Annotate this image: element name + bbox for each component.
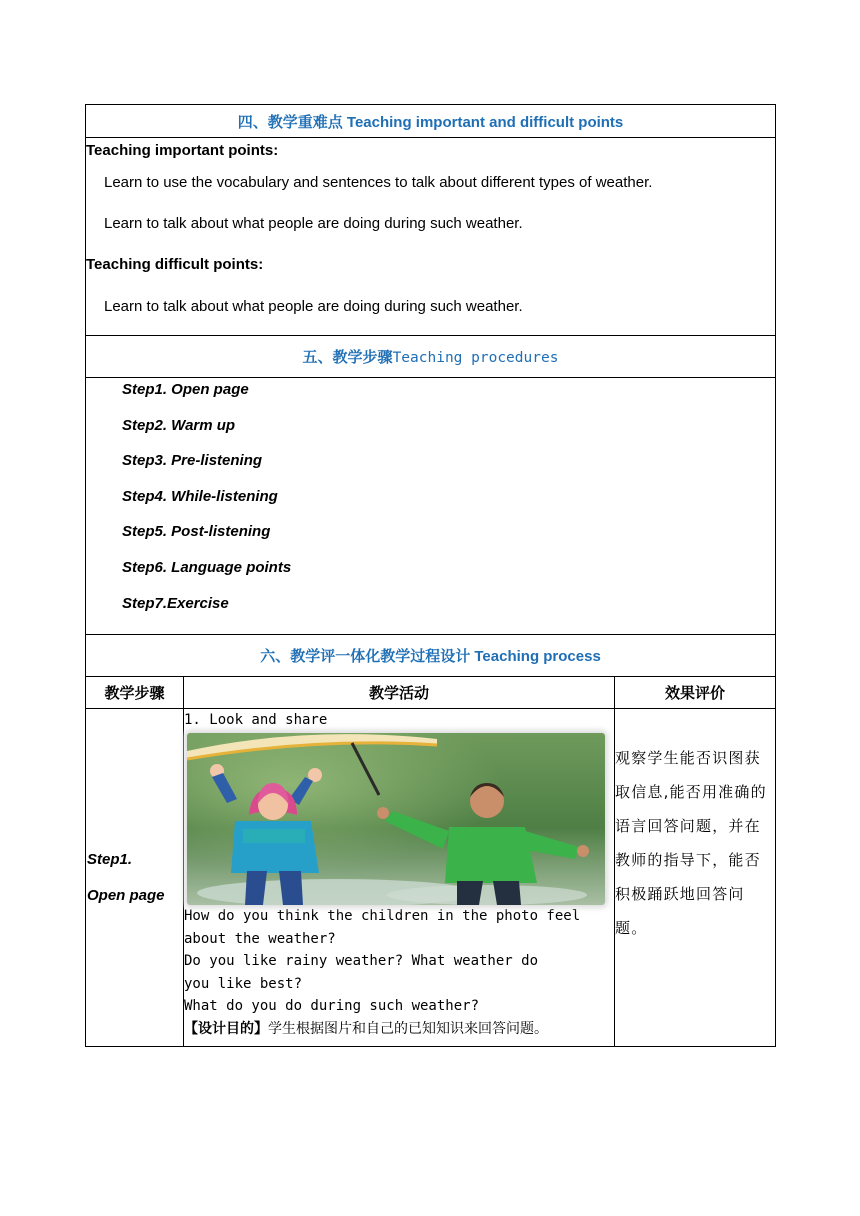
design-purpose-label: 【设计目的】 xyxy=(184,1020,268,1037)
step-title: Open page xyxy=(87,886,165,904)
section6-title-en: Teaching process xyxy=(474,648,601,666)
question-line: Do you like rainy weather? What weather do you like best? xyxy=(184,953,539,992)
section5-steps xyxy=(86,378,776,635)
section5-title-cn: 五、教学步骤 xyxy=(302,349,393,366)
rainy-weather-photo xyxy=(187,733,605,905)
design-purpose xyxy=(184,1018,614,1041)
important-point-item: Learn to use the vocabulary and sentences to talk about different types of weather. xyxy=(104,174,653,191)
important-point-item: Learn to talk about what people are doing during such weather. xyxy=(104,215,523,232)
table-row xyxy=(86,709,776,1047)
step-number: Step1. xyxy=(87,850,133,868)
evaluation-cell: 观察学生能否识图获取信息,能否用准确的语言回答问题，并在教师的指导下，能否积极踊跃地回答问题。 xyxy=(615,709,776,1047)
column-header-evaluation: 效果评价 xyxy=(615,677,776,709)
section6-heading xyxy=(86,635,776,677)
procedure-step: Step1. Open page xyxy=(122,381,249,398)
procedure-step: Step4. While-listening xyxy=(122,487,278,505)
section6-title-cn: 六、教学评一体化教学过程设计 xyxy=(260,648,471,666)
section5-title-en: Teaching procedures xyxy=(392,350,559,366)
procedure-step: Step6. Language points xyxy=(122,558,292,576)
section5-heading xyxy=(86,336,776,378)
procedure-step: Step7.Exercise xyxy=(122,594,229,612)
column-header-activities: 教学活动 xyxy=(184,677,615,709)
section4-content xyxy=(86,138,776,336)
column-header-steps: 教学步骤 xyxy=(86,677,184,709)
difficult-points-label: Teaching difficult points: xyxy=(86,256,264,273)
question-line: What do you do during such weather? xyxy=(184,998,480,1015)
difficult-point-item: Learn to talk about what people are doing during such weather. xyxy=(104,298,523,315)
step-cell xyxy=(86,709,184,1047)
procedure-step: Step3. Pre-listening xyxy=(122,452,263,470)
lesson-plan-table xyxy=(85,104,776,1047)
activity-cell xyxy=(184,709,615,1047)
children-in-rain-image xyxy=(187,733,605,905)
important-points-label: Teaching important points: xyxy=(86,142,279,159)
procedure-step: Step2. Warm up xyxy=(122,416,236,434)
activity-title: 1. Look and share xyxy=(184,712,328,729)
section4-heading xyxy=(86,105,776,138)
section4-title-en: Teaching important and difficult points xyxy=(346,113,624,131)
question-line: How do you think the children in the photo feel about the weather? xyxy=(184,908,581,947)
design-purpose-text: 学生根据图片和自己的已知知识来回答问题。 xyxy=(268,1020,548,1037)
procedure-step: Step5. Post-listening xyxy=(122,523,271,541)
section4-title-cn: 四、教学重难点 xyxy=(237,113,343,131)
